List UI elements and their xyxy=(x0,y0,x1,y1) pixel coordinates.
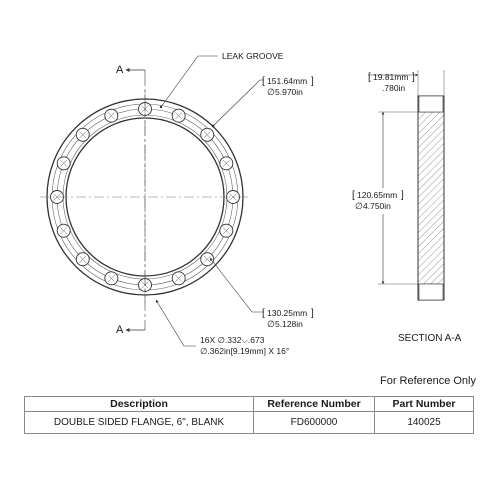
bolt-hole xyxy=(220,157,233,170)
svg-text:∅: ∅ xyxy=(267,87,275,97)
section-marker-top: A xyxy=(116,64,124,76)
section-bore-in: 4.750in xyxy=(363,201,391,211)
svg-text:]: ] xyxy=(401,190,404,201)
bolt-hole xyxy=(105,272,118,285)
bolt-hole xyxy=(76,253,89,266)
hole-spec-line2: ∅.362in[9.19mm] X 16° xyxy=(200,346,290,356)
svg-text:∅: ∅ xyxy=(267,319,275,329)
part-info-table xyxy=(24,396,474,434)
svg-text:[: [ xyxy=(262,308,265,319)
section-thickness-in: .780in xyxy=(382,83,406,93)
inner-diameter-callout xyxy=(210,258,314,329)
svg-text:]: ] xyxy=(311,308,314,319)
inner-dia-in: 5.128in xyxy=(275,319,303,329)
inner-dia-mm: 130.25mm xyxy=(267,308,308,318)
cell-part-number: 140025 xyxy=(375,412,474,434)
outer-dia-in: 5.970in xyxy=(275,87,303,97)
hole-spec-line1: 16X ∅.332⌵.673 xyxy=(200,335,265,345)
bolt-hole xyxy=(172,109,185,122)
svg-text:]: ] xyxy=(412,72,415,83)
bolt-hole xyxy=(201,128,214,141)
outer-diameter-callout xyxy=(212,76,314,127)
cell-reference-number: FD600000 xyxy=(254,412,375,434)
bolt-hole xyxy=(220,224,233,237)
svg-text:]: ] xyxy=(311,76,314,87)
bolt-hole xyxy=(105,109,118,122)
header-part-number: Part Number xyxy=(375,397,474,412)
section-thickness-mm: 19.81mm xyxy=(373,72,409,82)
reference-note: For Reference Only xyxy=(380,375,476,387)
cell-description: DOUBLE SIDED FLANGE, 6", BLANK xyxy=(25,412,254,434)
bolt-hole xyxy=(57,224,70,237)
bolt-hole xyxy=(172,272,185,285)
table-header-row xyxy=(25,397,474,412)
header-reference-number: Reference Number xyxy=(254,397,375,412)
section-title: SECTION A-A xyxy=(398,333,462,344)
section-bore-mm: 120.65mm xyxy=(357,190,398,200)
table-row xyxy=(25,412,474,434)
section-marker-bottom: A xyxy=(116,324,124,336)
bolt-hole xyxy=(76,128,89,141)
leak-groove-label: LEAK GROOVE xyxy=(222,51,284,61)
svg-text:∅: ∅ xyxy=(355,201,363,211)
section-profile xyxy=(418,96,444,300)
svg-text:[: [ xyxy=(262,76,265,87)
outer-dia-mm: 151.64mm xyxy=(267,76,308,86)
leak-groove-callout xyxy=(160,51,284,108)
header-description: Description xyxy=(25,397,254,412)
svg-text:[: [ xyxy=(368,72,371,83)
bolt-hole xyxy=(57,157,70,170)
svg-text:[: [ xyxy=(352,190,355,201)
section-view xyxy=(352,70,462,344)
flange-front-view xyxy=(40,64,250,336)
bolt-hole xyxy=(201,253,214,266)
